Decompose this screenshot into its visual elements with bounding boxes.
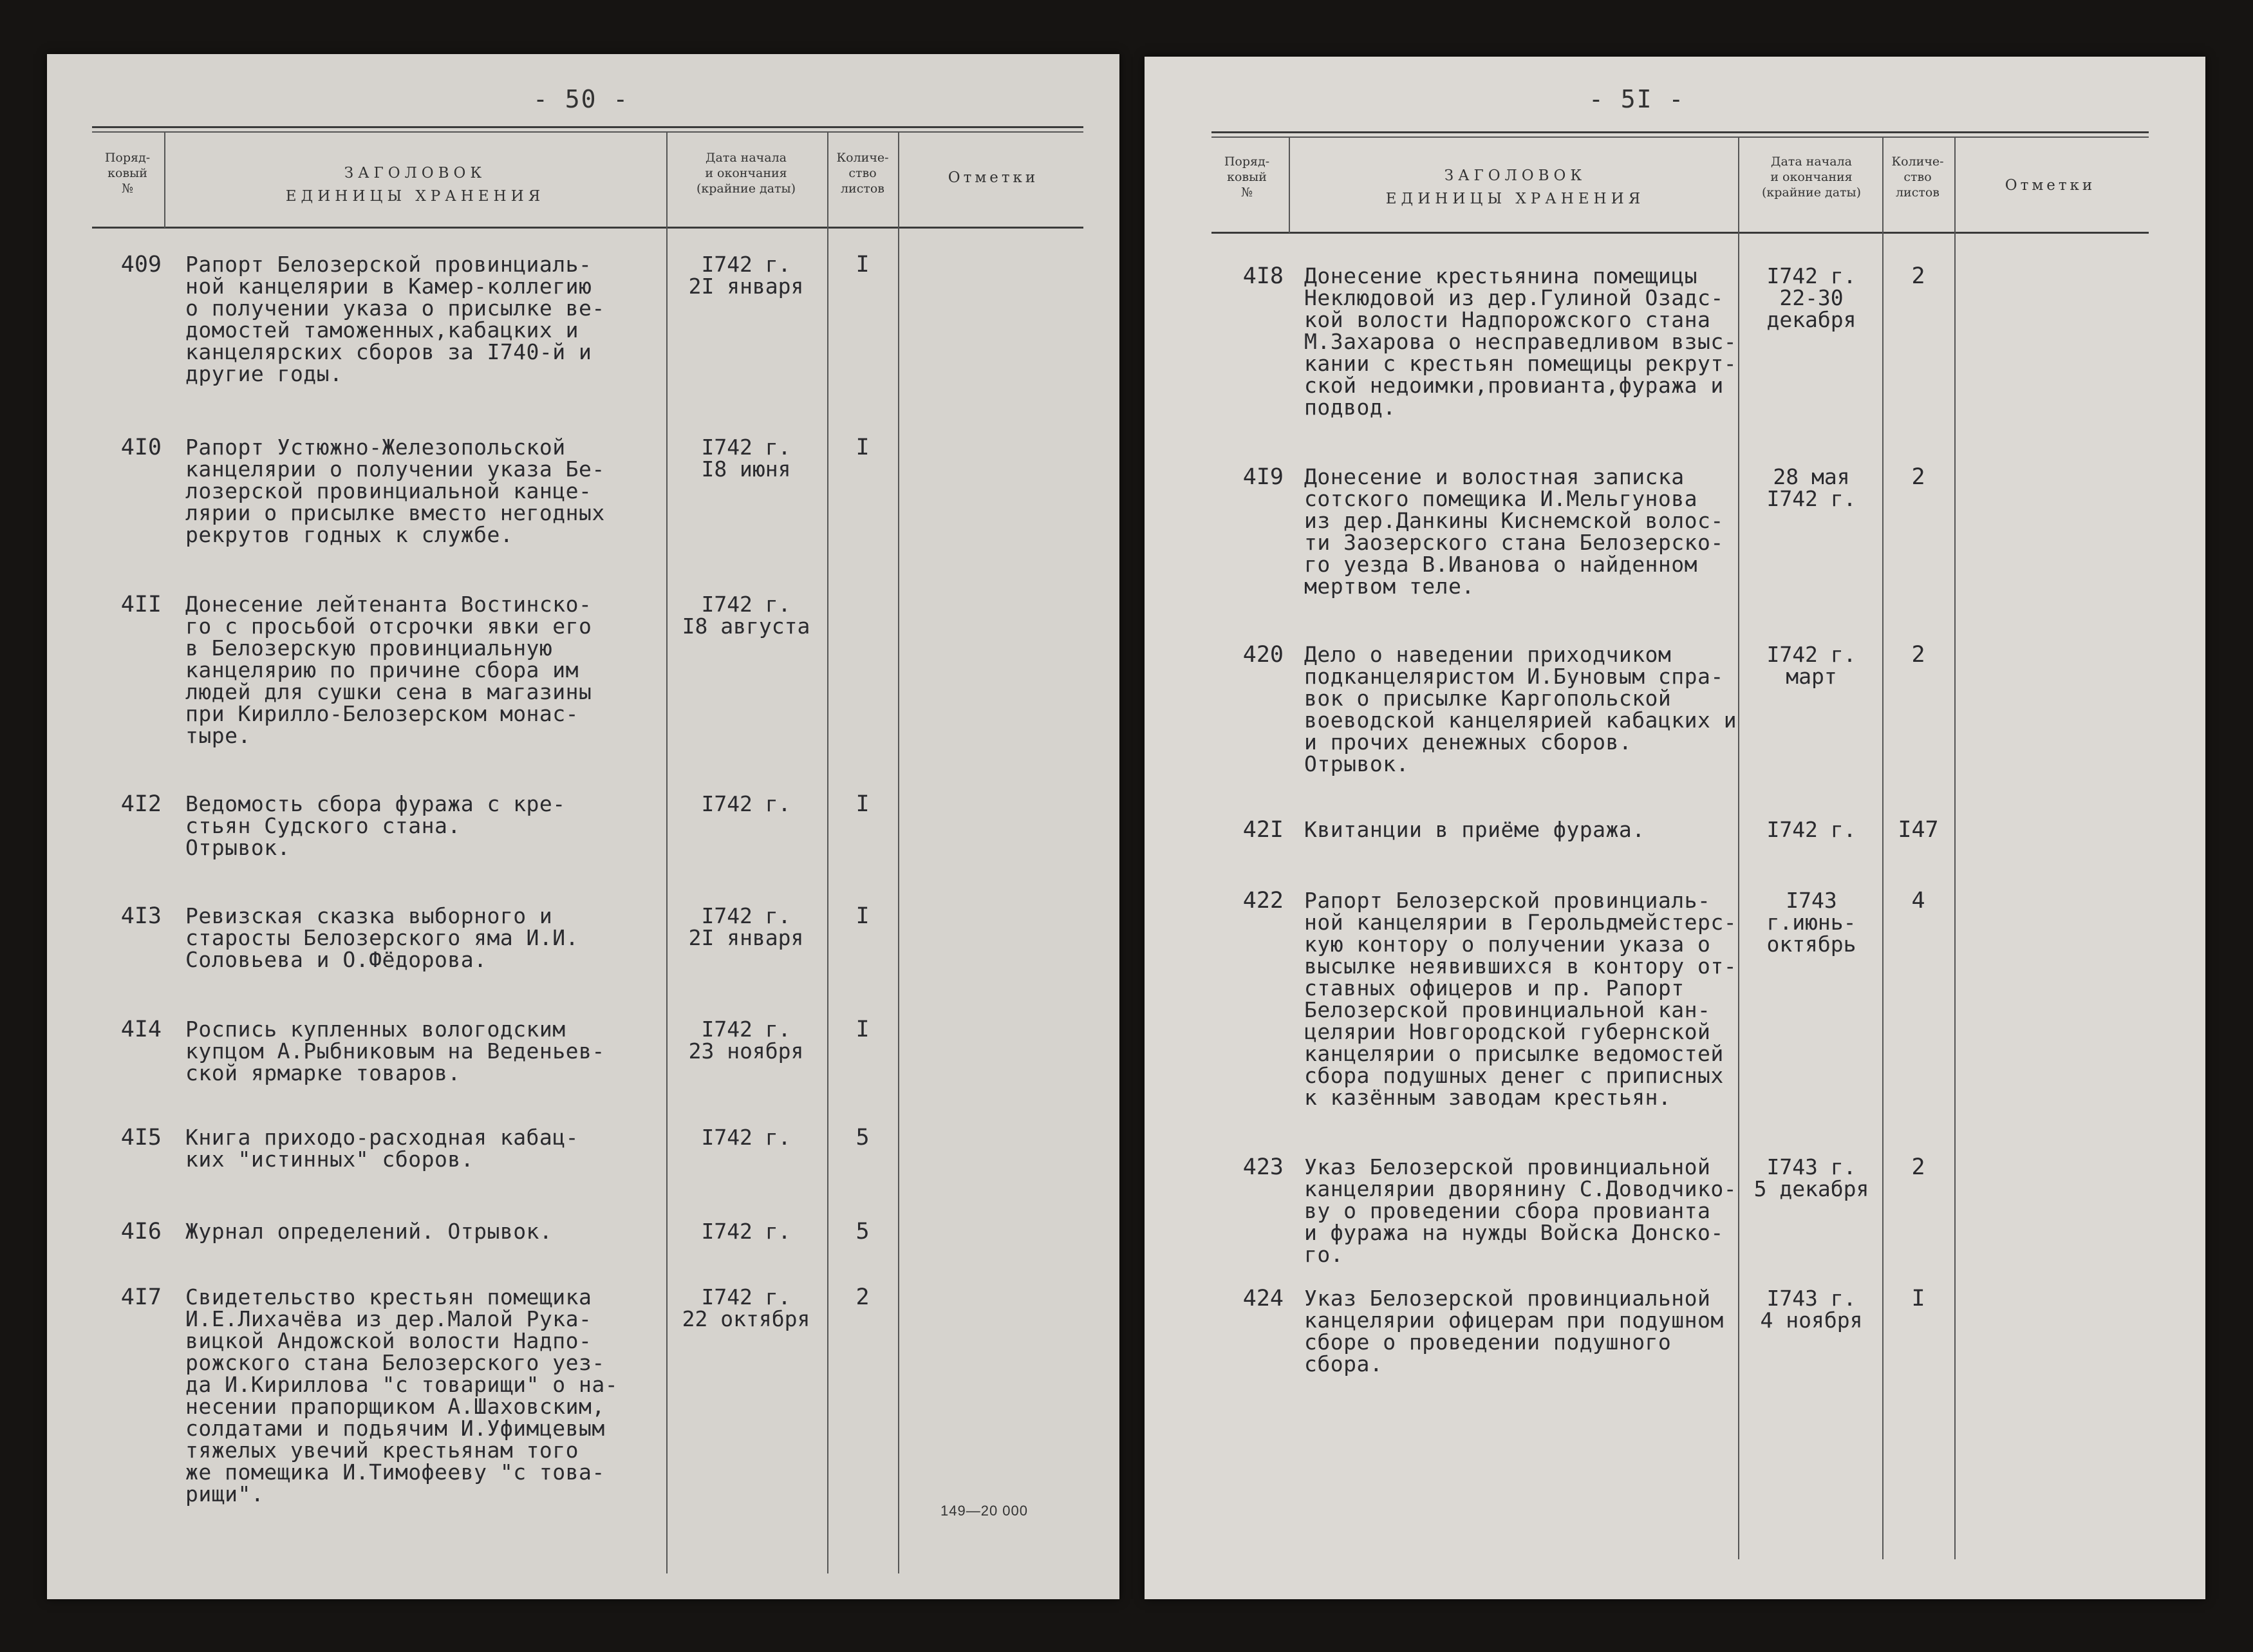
row-dates: 28 мая I742 г.	[1766, 464, 1856, 511]
row-sheets: 2	[1911, 642, 1925, 668]
row-number: 424	[1242, 1286, 1284, 1311]
row-number: 422	[1242, 888, 1284, 914]
page-number: - 5I -	[1589, 85, 1685, 113]
header-top-rule	[1211, 131, 2149, 133]
header-dates: Дата начала и окончания (крайние даты)	[696, 151, 796, 196]
row-title: Донесение лейтенанта Востинско- го с просьбой отсрочки явки его в Белозерскую провинциальную канцелярию по причине сбора им людей для сушки сена в магазины при Кирилло-Белозерском монас- тыре.	[185, 592, 592, 748]
row-number: 420	[1242, 642, 1284, 668]
row-sheets: I	[855, 1017, 870, 1042]
row-dates: I742 г. 2I января	[688, 903, 804, 950]
header-number: Поряд- ковый №	[1224, 155, 1270, 200]
row-number: 4I0	[120, 435, 162, 460]
row-number: 4II	[120, 592, 162, 617]
header-top-rule-2	[1211, 136, 2149, 138]
row-number: 4I7	[120, 1284, 162, 1310]
row-dates: I742 г. 22-30 декабря	[1766, 263, 1856, 332]
row-sheets: 2	[855, 1284, 870, 1310]
row-dates: I742 г. 23 ноября	[688, 1017, 804, 1064]
row-sheets: I47	[1898, 817, 1939, 843]
row-dates: I742 г.	[701, 1219, 791, 1244]
row-dates: I743 г. 4 ноября	[1760, 1286, 1863, 1333]
row-dates: I743 г.июнь- октябрь	[1766, 888, 1856, 957]
page-50	[47, 54, 1119, 1599]
row-title: Дело о наведении приходчиком подканцеляристом И.Буновым спра- вок о присылке Каргопольской воеводской канцелярией кабацких и и прочих денежных сборов. Отрывок.	[1304, 642, 1737, 776]
row-title: Донесение и волостная записка сотского помещика И.Мельгунова из дер.Данкины Киснемской волос- ти Заозерского стана Белозерско- го уезда В.Иванова о найденном мертвом теле.	[1304, 464, 1724, 599]
row-dates: I742 г. 2I января	[688, 252, 804, 299]
column-divider	[898, 131, 899, 1573]
row-sheets: 5	[855, 1219, 870, 1244]
row-title: Журнал определений. Отрывок.	[185, 1219, 553, 1244]
row-sheets: 2	[1911, 263, 1925, 289]
row-dates: I742 г. март	[1766, 642, 1856, 689]
row-dates: I742 г.	[1766, 817, 1856, 842]
header-sheets: Количе- ство листов	[836, 151, 889, 196]
row-title: Рапорт Устюжно-Железопольской канцелярии о получении указа Бе- лозерской провинциальной канце- лярии о присылке вместо негодных рекрутов годных к службе.	[185, 435, 605, 547]
row-sheets: 2	[1911, 1154, 1925, 1180]
row-dates: I742 г. 22 октября	[682, 1284, 810, 1331]
header-sheets: Количе- ство листов	[1891, 155, 1944, 200]
row-number: 4I4	[120, 1017, 162, 1042]
row-title: Указ Белозерской провинциальной канцелярии офицерам при подушном сборе о проведении подушного сбора.	[1304, 1286, 1724, 1376]
header-top-rule	[92, 126, 1083, 128]
row-title: Ревизская сказка выборного и старосты Белозерского яма И.И. Соловьева и О.Фёдорова.	[185, 903, 579, 972]
row-number: 409	[120, 252, 162, 277]
row-sheets: I	[1911, 1286, 1925, 1311]
header-remarks: Отметки	[2005, 177, 2096, 194]
row-sheets: I	[855, 435, 870, 460]
row-dates: I742 г.	[701, 1125, 791, 1150]
row-sheets: I	[855, 903, 870, 929]
row-sheets: 4	[1911, 888, 1925, 914]
column-divider	[1954, 136, 1956, 1559]
row-title: Роспись купленных вологодским купцом А.Рыбниковым на Веденьев- ской ярмарке товаров.	[185, 1017, 605, 1085]
column-divider	[1289, 136, 1290, 233]
column-divider	[164, 131, 165, 228]
row-number: 4I8	[1242, 263, 1284, 289]
header-title: ЗАГОЛОВОК ЕДИНИЦЫ ХРАНЕНИЯ	[285, 165, 545, 205]
row-number: 423	[1242, 1154, 1284, 1180]
row-number: 4I9	[1242, 464, 1284, 490]
row-dates: I742 г. I8 августа	[682, 592, 810, 639]
row-title: Донесение крестьянина помещицы Неклюдовой из дер.Гулиной Озадс- кой волости Надпорожского стана М.Захарова о несправедливом взыс- кании с крестьян помещицы рекрут- ской недоимки,провианта,фуража и подвод.	[1304, 263, 1737, 420]
row-sheets: 2	[1911, 464, 1925, 490]
row-title: Рапорт Белозерской провинциаль- ной канцелярии в Герольдмейстерс- кую контору о получении указа о высылке неявившихся в контору от- ставных офицеров и пр. Рапорт Белозерской провинциальной кан- целярии Новгородской губернской канцелярии о присылке ведомостей сбора подушных денег с приписных к казённым заводам крестьян.	[1304, 888, 1737, 1110]
header-remarks: Отметки	[948, 169, 1039, 186]
header-dates: Дата начала и окончания (крайние даты)	[1761, 155, 1862, 200]
header-top-rule-2	[92, 131, 1083, 133]
header-bottom-rule	[1211, 232, 2149, 234]
row-number: 42I	[1242, 817, 1284, 843]
row-title: Рапорт Белозерской провинциаль- ной канцелярии в Камер-коллегию о получении указа о присылке ве- домостей таможенных,кабацких и канцелярских сборов за I740-й и другие годы.	[185, 252, 605, 386]
row-sheets: I	[855, 252, 870, 277]
printer-mark: 149—20 000	[940, 1503, 1028, 1519]
header-number: Поряд- ковый №	[104, 151, 151, 196]
row-dates: I742 г. I8 июня	[701, 435, 791, 482]
row-sheets: 5	[855, 1125, 870, 1150]
row-number: 4I5	[120, 1125, 162, 1150]
row-number: 4I6	[120, 1219, 162, 1244]
row-dates: I742 г.	[701, 791, 791, 816]
row-title: Квитанции в приёме фуража.	[1304, 817, 1645, 842]
row-title: Ведомость сбора фуража с кре- стьян Судского стана. Отрывок.	[185, 791, 566, 860]
row-title: Свидетельство крестьян помещика И.Е.Лихачёва из дер.Малой Рука- вицкой Андожской волости Надпо- рожского стана Белозерского уез- да И.Кириллова "с товарищи" о на- несении прапорщиком А.Шаховским, солдатами и подьячим И.Уфимцевым тяжелых увечий крестьянам того же помещика И.Тимофееву "с това- рищи".	[185, 1284, 619, 1507]
row-number: 4I2	[120, 791, 162, 817]
page-number: - 50 -	[533, 85, 630, 113]
header-title: ЗАГОЛОВОК ЕДИНИЦЫ ХРАНЕНИЯ	[1385, 167, 1645, 207]
row-number: 4I3	[120, 903, 162, 929]
page-51	[1145, 57, 2205, 1599]
column-divider	[1882, 136, 1884, 1559]
row-dates: I743 г. 5 декабря	[1753, 1154, 1869, 1201]
row-sheets: I	[855, 791, 870, 817]
column-divider	[827, 131, 828, 1573]
row-title: Книга приходо-расходная кабац- ких "истинных" сборов.	[185, 1125, 579, 1172]
row-title: Указ Белозерской провинциальной канцелярии дворянину С.Доводчико- ву о проведении сбора провианта и фуража на нужды Войска Донско- го.	[1304, 1154, 1737, 1267]
header-bottom-rule	[92, 227, 1083, 229]
